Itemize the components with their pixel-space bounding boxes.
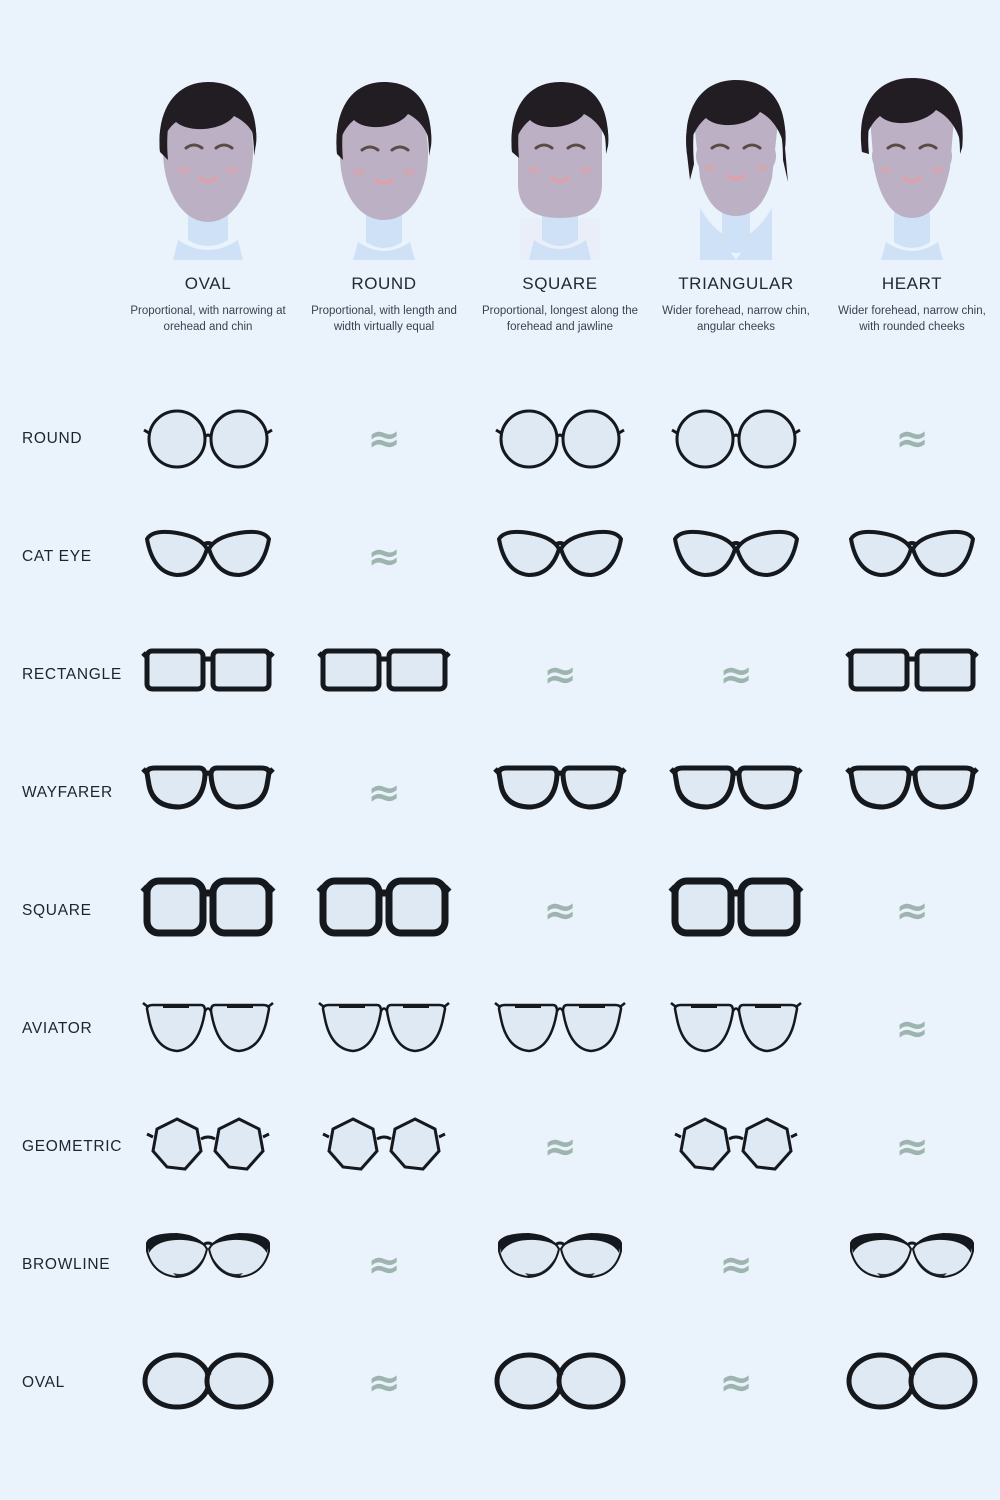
face-title: TRIANGULAR	[678, 274, 794, 293]
frame-style-label: OVAL	[22, 1374, 66, 1391]
aviator-glasses-icon	[485, 989, 635, 1069]
no-match-glyph	[485, 1107, 635, 1187]
matrix-cell-recommended	[120, 970, 296, 1088]
wayfarer-glasses-icon	[837, 753, 987, 833]
matrix-cell-recommended	[296, 970, 472, 1088]
matrix-row	[0, 380, 1000, 498]
not-recommended-icon: ≈	[895, 1124, 929, 1170]
face-description: Proportional, longest along the forehead and jawline	[482, 305, 638, 333]
not-recommended-icon: ≈	[543, 652, 577, 698]
no-match-glyph	[837, 399, 987, 479]
no-match-glyph	[837, 989, 987, 1069]
matrix-cell-not-recommended	[824, 852, 1000, 970]
matrix-cell-not-recommended	[824, 380, 1000, 498]
matrix-cell-recommended	[472, 1324, 648, 1442]
matrix-cell-not-recommended	[472, 1088, 648, 1206]
cateye-glasses-icon	[485, 517, 635, 597]
face-illustration-round	[314, 60, 454, 260]
matrix-cell-recommended	[120, 616, 296, 734]
frame-style-label: SQUARE	[22, 902, 92, 919]
matrix-cell-recommended	[648, 852, 824, 970]
matrix-row-cells	[120, 616, 1000, 734]
matrix-cell-recommended	[120, 852, 296, 970]
matrix-cell-not-recommended	[296, 498, 472, 616]
cateye-glasses-icon	[661, 517, 811, 597]
browline-glasses-icon	[837, 1225, 987, 1305]
browline-glasses-icon	[485, 1225, 635, 1305]
matrix-cell-recommended	[648, 1088, 824, 1206]
matrix-cell-recommended	[296, 1088, 472, 1206]
face-column-oval	[120, 60, 296, 335]
not-recommended-icon: ≈	[895, 416, 929, 462]
matrix-cell-not-recommended	[824, 1088, 1000, 1206]
matrix-row	[0, 498, 1000, 616]
no-match-glyph	[309, 1225, 459, 1305]
rectangle-glasses-icon	[309, 635, 459, 715]
matrix-row-cells	[120, 380, 1000, 498]
matrix-cell-recommended	[824, 1324, 1000, 1442]
not-recommended-icon: ≈	[367, 770, 401, 816]
oval-glasses-icon	[133, 1343, 283, 1423]
matrix-row-cells	[120, 1324, 1000, 1442]
round-glasses-icon	[133, 399, 283, 479]
not-recommended-icon: ≈	[367, 1360, 401, 1406]
frame-style-matrix	[0, 380, 1000, 1442]
no-match-glyph	[485, 871, 635, 951]
matrix-row	[0, 616, 1000, 734]
face-illustration-square	[490, 60, 630, 260]
no-match-glyph	[309, 517, 459, 597]
matrix-cell-recommended	[472, 380, 648, 498]
no-match-glyph	[309, 1343, 459, 1423]
frame-style-label: BROWLINE	[22, 1256, 111, 1273]
not-recommended-icon: ≈	[543, 888, 577, 934]
no-match-glyph	[661, 635, 811, 715]
browline-glasses-icon	[133, 1225, 283, 1305]
no-match-glyph	[485, 635, 635, 715]
matrix-cell-not-recommended	[296, 1206, 472, 1324]
matrix-cell-recommended	[824, 498, 1000, 616]
matrix-cell-not-recommended	[296, 380, 472, 498]
matrix-cell-not-recommended	[472, 852, 648, 970]
face-column-round	[296, 60, 472, 335]
matrix-cell-not-recommended	[648, 1206, 824, 1324]
matrix-row-cells	[120, 1206, 1000, 1324]
face-description: Proportional, with length and width virtually equal	[311, 305, 457, 333]
matrix-row	[0, 1324, 1000, 1442]
matrix-cell-recommended	[472, 1206, 648, 1324]
matrix-cell-not-recommended	[648, 616, 824, 734]
aviator-glasses-icon	[309, 989, 459, 1069]
face-shape-header	[120, 60, 1000, 335]
frame-style-label: CAT EYE	[22, 548, 92, 565]
no-match-glyph	[661, 1343, 811, 1423]
face-description: Wider forehead, narrow chin, angular cheeks	[662, 305, 810, 333]
face-column-square	[472, 60, 648, 335]
not-recommended-icon: ≈	[719, 1360, 753, 1406]
frame-style-label: RECTANGLE	[22, 666, 122, 683]
not-recommended-icon: ≈	[895, 1006, 929, 1052]
not-recommended-icon: ≈	[367, 534, 401, 580]
not-recommended-icon: ≈	[367, 416, 401, 462]
matrix-cell-recommended	[648, 734, 824, 852]
matrix-cell-recommended	[120, 380, 296, 498]
matrix-row	[0, 1088, 1000, 1206]
not-recommended-icon: ≈	[719, 652, 753, 698]
frame-style-label: AVIATOR	[22, 1020, 93, 1037]
matrix-cell-not-recommended	[296, 1324, 472, 1442]
matrix-cell-recommended	[296, 852, 472, 970]
not-recommended-icon: ≈	[895, 888, 929, 934]
matrix-cell-recommended	[296, 616, 472, 734]
matrix-row-cells	[120, 1088, 1000, 1206]
geometric-glasses-icon	[133, 1107, 283, 1187]
matrix-row	[0, 852, 1000, 970]
wayfarer-glasses-icon	[661, 753, 811, 833]
rectangle-glasses-icon	[837, 635, 987, 715]
matrix-cell-recommended	[120, 734, 296, 852]
matrix-cell-recommended	[120, 1324, 296, 1442]
matrix-cell-recommended	[824, 734, 1000, 852]
matrix-row	[0, 970, 1000, 1088]
matrix-cell-recommended	[120, 1206, 296, 1324]
matrix-cell-recommended	[472, 970, 648, 1088]
aviator-glasses-icon	[133, 989, 283, 1069]
matrix-cell-recommended	[824, 1206, 1000, 1324]
face-description: Wider forehead, narrow chin, with rounded cheeks	[838, 305, 986, 333]
square-glasses-icon	[133, 871, 283, 951]
matrix-cell-recommended	[648, 498, 824, 616]
face-description: Proportional, with narrowing at orehead and chin	[130, 305, 286, 333]
face-title: ROUND	[351, 274, 417, 293]
geometric-glasses-icon	[661, 1107, 811, 1187]
face-illustration-triangular	[666, 60, 806, 260]
oval-glasses-icon	[837, 1343, 987, 1423]
matrix-cell-recommended	[120, 1088, 296, 1206]
matrix-cell-recommended	[824, 616, 1000, 734]
matrix-cell-recommended	[120, 498, 296, 616]
matrix-row-cells	[120, 734, 1000, 852]
matrix-cell-recommended	[648, 970, 824, 1088]
matrix-row	[0, 734, 1000, 852]
round-glasses-icon	[661, 399, 811, 479]
no-match-glyph	[661, 1225, 811, 1305]
face-column-heart	[824, 60, 1000, 335]
not-recommended-icon: ≈	[367, 1242, 401, 1288]
matrix-cell-recommended	[472, 734, 648, 852]
no-match-glyph	[837, 871, 987, 951]
matrix-cell-not-recommended	[472, 616, 648, 734]
frame-style-label: ROUND	[22, 430, 83, 447]
geometric-glasses-icon	[309, 1107, 459, 1187]
face-title: SQUARE	[522, 274, 598, 293]
matrix-cell-recommended	[472, 498, 648, 616]
face-illustration-heart	[842, 60, 982, 260]
not-recommended-icon: ≈	[543, 1124, 577, 1170]
no-match-glyph	[309, 399, 459, 479]
no-match-glyph	[837, 1107, 987, 1187]
matrix-row-cells	[120, 970, 1000, 1088]
rectangle-glasses-icon	[133, 635, 283, 715]
square-glasses-icon	[309, 871, 459, 951]
round-glasses-icon	[485, 399, 635, 479]
cateye-glasses-icon	[133, 517, 283, 597]
frame-style-label: WAYFARER	[22, 784, 113, 801]
matrix-cell-not-recommended	[648, 1324, 824, 1442]
face-title: OVAL	[184, 274, 232, 293]
matrix-row-cells	[120, 498, 1000, 616]
face-title: HEART	[881, 274, 943, 293]
matrix-row-cells	[120, 852, 1000, 970]
oval-glasses-icon	[485, 1343, 635, 1423]
face-column-triangular	[648, 60, 824, 335]
wayfarer-glasses-icon	[485, 753, 635, 833]
wayfarer-glasses-icon	[133, 753, 283, 833]
no-match-glyph	[309, 753, 459, 833]
square-glasses-icon	[661, 871, 811, 951]
aviator-glasses-icon	[661, 989, 811, 1069]
cateye-glasses-icon	[837, 517, 987, 597]
face-illustration-oval	[138, 60, 278, 260]
matrix-cell-recommended	[648, 380, 824, 498]
not-recommended-icon: ≈	[719, 1242, 753, 1288]
matrix-cell-not-recommended	[824, 970, 1000, 1088]
frame-style-label: GEOMETRIC	[22, 1138, 123, 1155]
matrix-cell-not-recommended	[296, 734, 472, 852]
matrix-row	[0, 1206, 1000, 1324]
